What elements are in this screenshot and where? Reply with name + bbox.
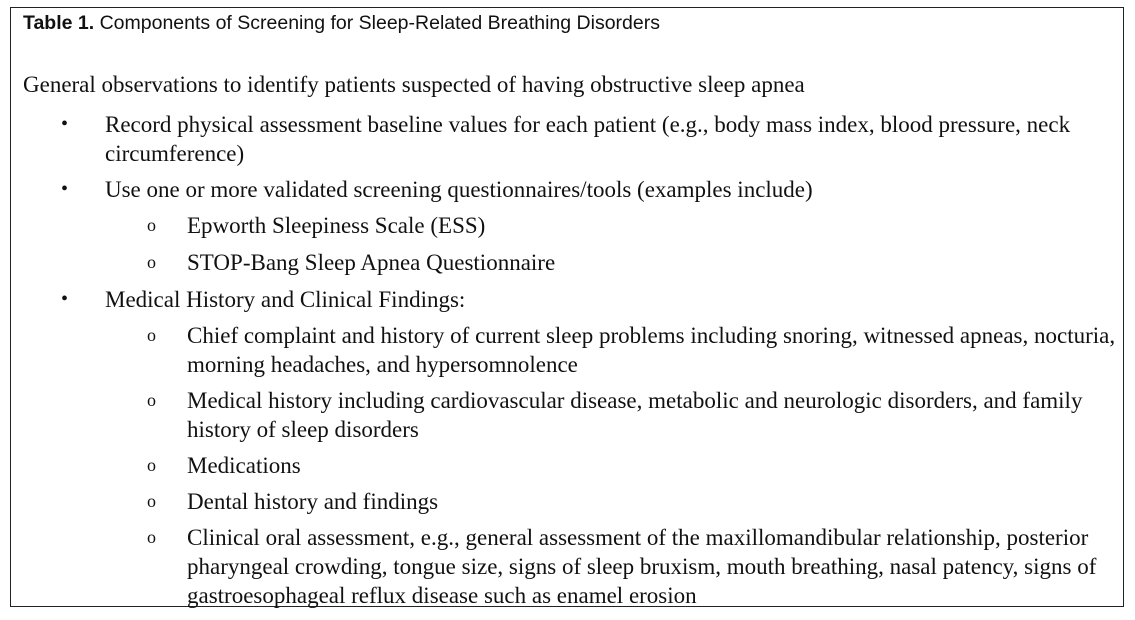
- bullet-marker: •: [61, 288, 69, 310]
- list-item-text: Medical History and Clinical Findings:: [105, 287, 466, 312]
- list-subitem-text: Dental history and findings: [187, 489, 439, 514]
- sub-bullet-marker: o: [147, 325, 156, 345]
- list-subitem-text: Clinical oral assessment, e.g., general assessment of the maxillomandibular relationship, posterior pharyngeal crowding, tongue size, signs of sleep bruxism, mouth breathing, nasal patency, signs of gastroesophageal reflux disease such as enamel erosion: [187, 525, 1097, 608]
- list-subitem-text: Medications: [187, 453, 301, 478]
- table-title: Components of Screening for Sleep-Related Breathing Disorders: [99, 12, 660, 34]
- list-subitem-text: STOP-Bang Sleep Apnea Questionnaire: [187, 250, 556, 275]
- list-item-text: Record physical assessment baseline values for each patient (e.g., body mass index, blood pressure, neck circumference): [105, 112, 1071, 166]
- list-subitem-text: Epworth Sleepiness Scale (ESS): [187, 213, 486, 238]
- list-item-text: Use one or more validated screening questionnaires/tools (examples include): [105, 177, 813, 202]
- intro-text: General observations to identify patients suspected of having obstructive sleep apnea: [23, 72, 805, 97]
- table-caption: [23, 12, 660, 35]
- sub-bullet-marker: o: [147, 390, 156, 410]
- sub-bullet-marker: o: [147, 215, 156, 235]
- list-subitem-text: Medical history including cardiovascular disease, metabolic and neurologic disorders, and family history of sleep disorders: [187, 388, 1083, 442]
- sub-bullet-marker: o: [147, 455, 156, 475]
- sub-bullet-marker: o: [147, 527, 156, 547]
- screening-table: [10, 7, 1124, 607]
- bullet-marker: •: [61, 178, 69, 200]
- list-subitem-text: Chief complaint and history of current sleep problems including snoring, witnessed apneas, nocturia, morning headaches, and hypersomnolence: [187, 323, 1116, 377]
- table-label: Table 1.: [23, 12, 95, 34]
- sub-bullet-marker: o: [147, 252, 156, 272]
- bullet-marker: •: [61, 113, 69, 135]
- sub-bullet-marker: o: [147, 491, 156, 511]
